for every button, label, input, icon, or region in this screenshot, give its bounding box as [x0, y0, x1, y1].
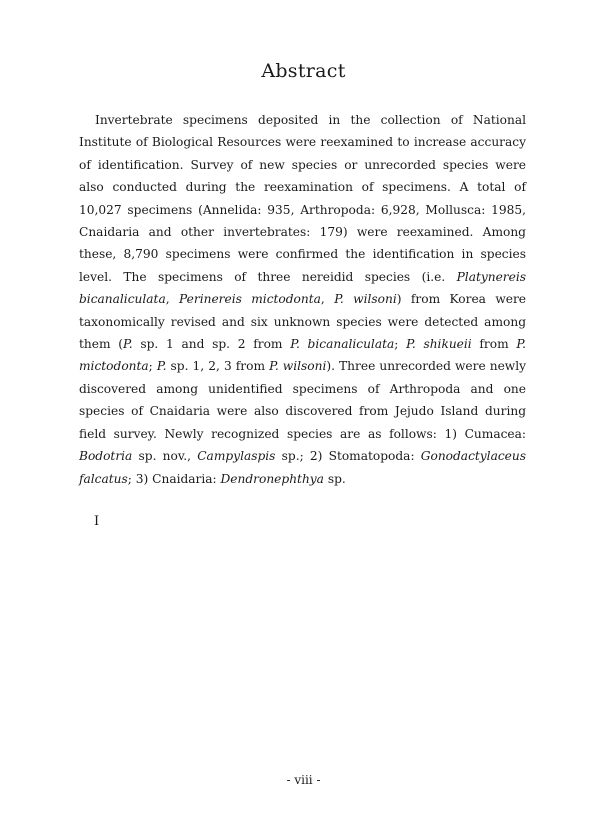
text-run: , — [320, 292, 335, 307]
text-run: sp.; 2) Stomatopoda: — [275, 449, 421, 464]
text-run: sp. nov., — [132, 449, 198, 464]
species-name: Dendronephthya — [220, 471, 324, 486]
text-run: ; 3) Cnaidaria: — [127, 471, 221, 486]
abstract-paragraph — [79, 109, 526, 490]
text-run: sp. 1, 2, 3 from — [166, 359, 270, 374]
species-name: Platynereis bicanaliculata — [79, 269, 526, 307]
text-run: ; — [394, 337, 407, 352]
species-name: P. — [156, 359, 167, 374]
species-name: Campylaspis — [197, 449, 276, 464]
text-run: , — [165, 292, 179, 307]
species-name: Bodotria — [79, 449, 133, 464]
text-run: from — [471, 337, 517, 352]
text-run: ). Three unrecorded were newly discovered among unidentified specimens of Arthropoda and one species of Cnaidaria were also discovered from Jejudo Island during field survey. Newly recognized species are as follows: 1) Cumacea: — [79, 359, 527, 441]
species-name: Gonodactylaceus falcatus — [79, 449, 526, 486]
species-name: P. bicanaliculata — [290, 337, 395, 352]
text-run: Invertebrate specimens deposited in the collection of National Institute of Biological Resources were reexamined to increase accuracy of identification. Survey of new species or unrecorded species were also conducted during the reexamination of specimens. A total of 10,027 specimens (Annelida: 935, Arthropoda: 6,928, Mollusca: 1985, Cnaidaria and other invertebrates: 179) were reexamined. Among these, 8,790 specimens were confirmed the identification in species level. The specimens of three nereidid species (i.e. — [79, 113, 526, 284]
species-name: P. wilsoni — [334, 292, 397, 307]
species-name: P. mictodonta — [79, 337, 526, 374]
text-run: sp. 1 and sp. 2 from — [132, 337, 291, 352]
text-run: sp. — [323, 471, 346, 486]
stray-mark: I — [94, 514, 100, 529]
page-number: - viii - — [286, 773, 321, 787]
species-name: Perinereis mictodonta — [179, 292, 321, 307]
species-name: P. shikueii — [406, 337, 472, 352]
species-name: P. wilsoni — [269, 359, 327, 374]
page-title: Abstract — [261, 60, 346, 82]
text-run: ) from Korea were taxonomically revised and six unknown species were detected among them ( — [79, 292, 527, 352]
text-run: ; — [148, 359, 157, 374]
species-name: P. — [123, 337, 133, 352]
